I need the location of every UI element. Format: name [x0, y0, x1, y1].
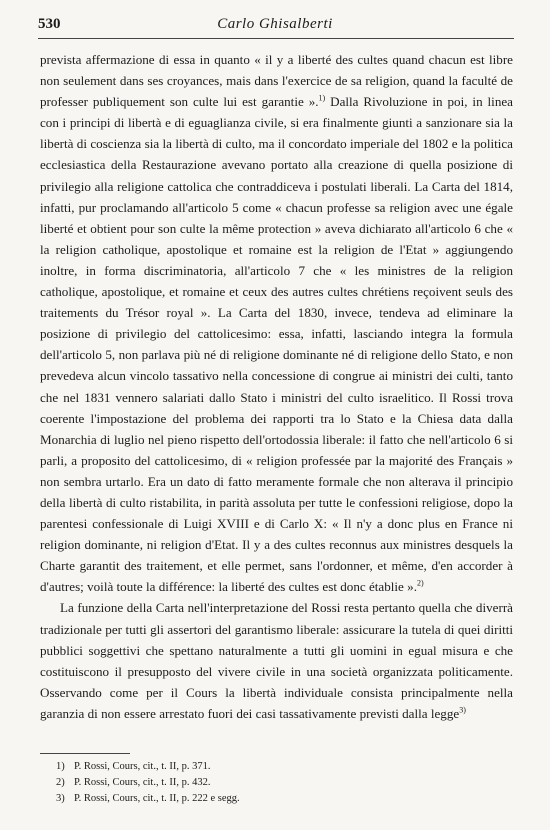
paragraph-1-part-a: prevista affermazione di essa in quanto « il y a liberté des cultes quand chacun est libre non seulement dans ses croyances, mais dans l'exercice de sa religion, quand la faculté de professer publiquement son culte lui est garantie ». [40, 52, 513, 110]
body-text [40, 49, 513, 724]
header-rule [38, 38, 514, 39]
running-title: Carlo Ghisalberti [217, 16, 333, 32]
footnote-2 [56, 775, 496, 791]
page-number: 530 [38, 16, 61, 32]
footnote-text: P. Rossi, Cours, cit., t. II, p. 432. [74, 777, 211, 788]
footnote-ref-1: 1) [318, 93, 326, 103]
page-header [38, 16, 512, 36]
footnotes [56, 759, 496, 807]
paragraph-1 [40, 49, 513, 597]
footnote-number: 2) [56, 777, 65, 788]
paragraph-1-part-b: Dalla Rivoluzione in poi, in linea con i principi di libertà e di eguaglianza civile, si era finalmente giunti a sanzionare sia la libertà di coscienza sia la libertà di culto, ma il concordato imperiale del 1802 e la politica ecclesiastica della Restaurazione avevano portato alla creazione di quella posizione di privilegio alla religione cattolica che contraddiceva i postulati liberali. La Carta del 1814, infatti, pur proclamando all'articolo 5 come « chacun professe sa religion avec une égale liberté et obtient pour son culte la même protection » aveva dichiarato all'articolo 6 che « la religion catholique, apostolique et romaine est la religion de l'Etat » aggiungendo inoltre, in forma discriminatoria, all'articolo 7 che « les ministres de la religion catholique, apostolique, et romaine et ceux des autres cultes chrétiens reçoivent seuls des traitements du Trésor royal ». La Carta del 1830, invece, tendeva ad eliminare la posizione di privilegio del cattolicesimo: essa, infatti, lasciando integra la formula dell'articolo 5, non parlava più né di religione dominante né di religione dello Stato, e non prevedeva alcun vincolo tassativo nella concessione di congrue ai ministri dei culti, tanto che nel 1831 vennero salariati dallo Stato i ministri del culto israelitico. Il Rossi trova coerente l'impostazione del problema dei rapporti tra lo Stato e la Chiesa data dalla Monarchia di luglio nel pieno rispetto dell'ortodossia liberale: il fatto che nell'articolo 6 si parli, a proposito del cattolicesimo, di « religion professée par la majorité des Français » non sembra urtarlo. Era un dato di fatto meramente formale che non alterava il principio della libertà di culto ristabilita, in parità assoluta per tutte le confessioni religiose, dopo la parentesi confessionale di Luigi XVIII e di Carlo X: « Il n'y a donc plus en France ni religion dominante, ni religion d'Etat. Il y a des cultes reconnus aux ministres desquels la Charte garantit des traitement, et elle permet, sans l'ordonner, et même, d'en accorder à d'autres; voilà toute la différence: la liberté des cultes est donc établie ». [40, 94, 513, 595]
footnote-3 [56, 791, 496, 807]
paragraph-2-text: La funzione della Carta nell'interpretazione del Rossi resta pertanto quella che diverrà tradizionale per tutti gli assertori del garantismo liberale: assicurare la tutela di quei diritti pubblici soggettivi che spettano naturalmente a tutti gli uomini in egual misura e che costituiscono il presupposto del vivere civile in una società organizzata politicamente. Osservando come per il Cours la libertà individuale consista principalmente nella garanzia di non essere arrestato fuori dei casi tassativamente previsti dalla legge [40, 600, 513, 721]
footnote-rule [40, 753, 130, 754]
paragraph-2 [40, 597, 513, 724]
footnote-number: 3) [56, 793, 65, 804]
footnote-number: 1) [56, 761, 65, 772]
footnote-text: P. Rossi, Cours, cit., t. II, p. 371. [74, 761, 211, 772]
footnote-ref-3: 3) [459, 705, 466, 715]
footnote-1 [56, 759, 496, 775]
footnote-ref-2: 2) [416, 578, 424, 588]
footnote-text: P. Rossi, Cours, cit., t. II, p. 222 e segg. [74, 793, 240, 804]
